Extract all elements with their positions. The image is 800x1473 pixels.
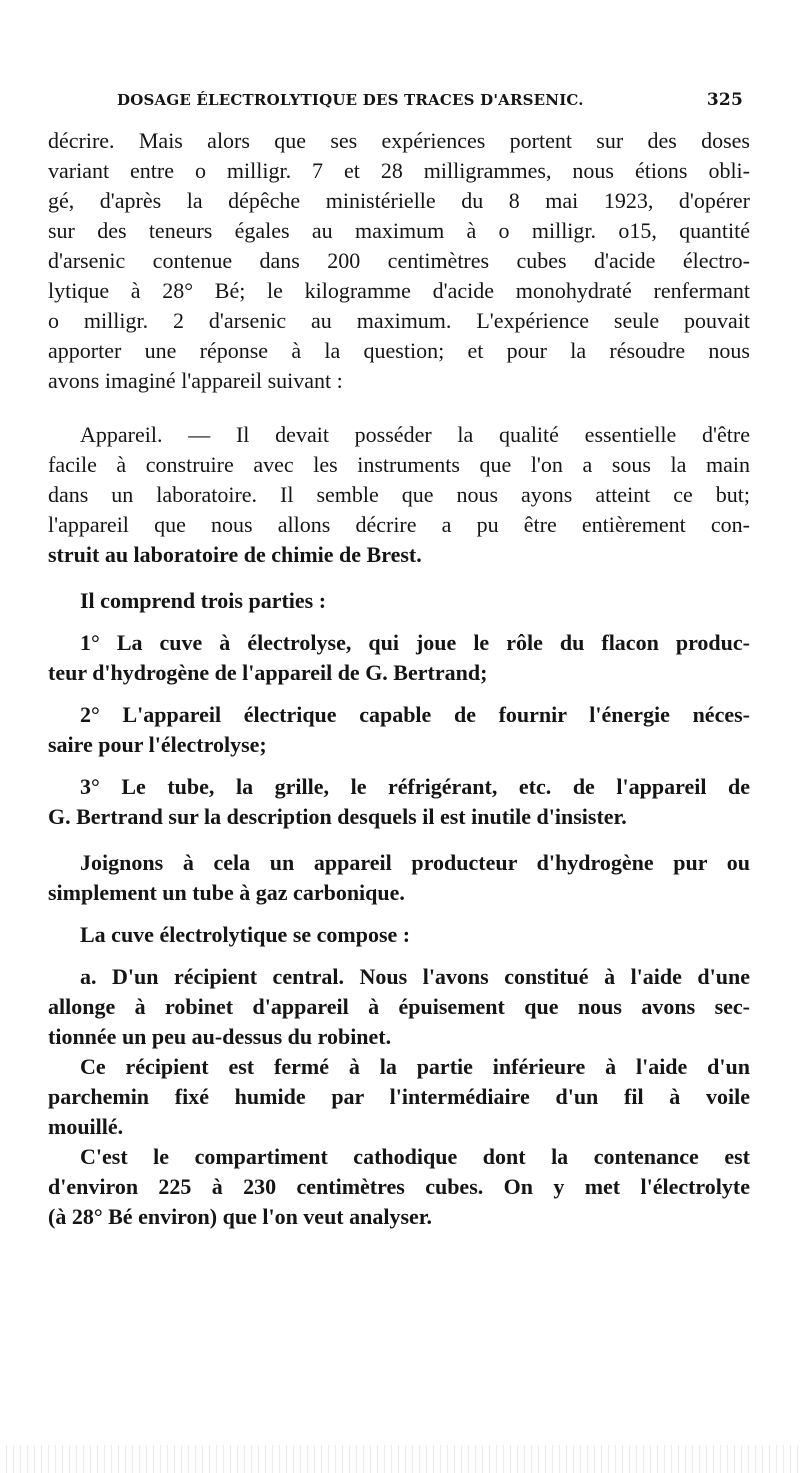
text-line: Appareil. — Il devait posséder la qualité essentielle d'être: [80, 422, 750, 447]
text-line: a. D'un récipient central. Nous l'avons constitué à l'aide d'une: [80, 964, 750, 989]
text-line: teur d'hydrogène de l'appareil de G. Bertrand;: [48, 660, 488, 685]
list-item-2: [48, 700, 750, 760]
text-line: (à 28° Bé environ) que l'on veut analyser.: [48, 1204, 433, 1229]
text-line: décrire. Mais alors que ses expériences portent sur des doses: [48, 128, 750, 153]
page-number: 325: [706, 90, 743, 110]
text-line: struit au laboratoire de chimie de Brest.: [48, 542, 422, 567]
text-line: 1° La cuve à électrolyse, qui joue le rôle du flacon produc-: [80, 630, 750, 655]
text-line: dans un laboratoire. Il semble que nous ayons atteint ce but;: [48, 482, 750, 507]
text-line: avons imaginé l'appareil suivant :: [48, 368, 343, 393]
text-line: simplement un tube à gaz carbonique.: [48, 880, 405, 905]
page-bottom-edge: [0, 1445, 800, 1473]
text-line: Joignons à cela un appareil producteur d'hydrogène pur ou: [80, 850, 750, 875]
text-line: facile à construire avec les instruments que l'on a sous la main: [48, 452, 750, 477]
running-title: DOSAGE ÉLECTROLYTIQUE DES TRACES D'ARSENIC.: [117, 91, 584, 109]
running-header: [117, 90, 743, 110]
text-line: Ce récipient est fermé à la partie inférieure à l'aide d'un: [80, 1054, 750, 1079]
text-line: saire pour l'électrolyse;: [48, 732, 267, 757]
text-line: 3° Le tube, la grille, le réfrigérant, etc. de l'appareil de: [80, 774, 750, 799]
list-item-1: [48, 628, 750, 688]
text-line: 2° L'appareil électrique capable de fournir l'énergie néces-: [80, 702, 750, 727]
text-line: C'est le compartiment cathodique dont la contenance est: [80, 1144, 750, 1169]
paragraph-recipient: [48, 1052, 750, 1142]
text-line: gé, d'après la dépêche ministérielle du 8 mai 1923, d'opérer: [48, 188, 750, 213]
paragraph-continuation: [48, 126, 750, 396]
text-line: sur des teneurs égales au maximum à o milligr. o15, quantité: [48, 218, 750, 243]
text-line: d'environ 225 à 230 centimètres cubes. On y met l'électrolyte: [48, 1174, 750, 1199]
text-line: Il comprend trois parties :: [80, 588, 327, 613]
text-line: La cuve électrolytique se compose :: [80, 922, 411, 947]
paragraph-compartment: [48, 1142, 750, 1232]
text-line: d'arsenic contenue dans 200 centimètres cubes d'acide électro-: [48, 248, 750, 273]
text-line: G. Bertrand sur la description desquels il est inutile d'insister.: [48, 804, 627, 829]
text-line: variant entre o milligr. 7 et 28 milligrammes, nous étions obli-: [48, 158, 750, 183]
paragraph-appareil: [48, 420, 750, 570]
list-item-3: [48, 772, 750, 832]
text-line: allonge à robinet d'appareil à épuisement que nous avons sec-: [48, 994, 750, 1019]
text-line: mouillé.: [48, 1114, 124, 1139]
paragraph-cuve-intro: [48, 920, 750, 950]
list-item-a: [48, 962, 750, 1052]
text-line: o milligr. 2 d'arsenic au maximum. L'expérience seule pouvait: [48, 308, 750, 333]
text-line: l'appareil que nous allons décrire a pu être entièrement con-: [48, 512, 750, 537]
text-line: apporter une réponse à la question; et pour la résoudre nous: [48, 338, 750, 363]
paragraph-hydrogen-source: [48, 848, 750, 908]
text-line: tionnée un peu au-dessus du robinet.: [48, 1024, 392, 1049]
paragraph-parts-intro: [48, 586, 750, 616]
text-line: parchemin fixé humide par l'intermédiaire d'un fil à voile: [48, 1084, 750, 1109]
text-line: lytique à 28° Bé; le kilogramme d'acide monohydraté renfermant: [48, 278, 750, 303]
page-body: [48, 126, 750, 1232]
